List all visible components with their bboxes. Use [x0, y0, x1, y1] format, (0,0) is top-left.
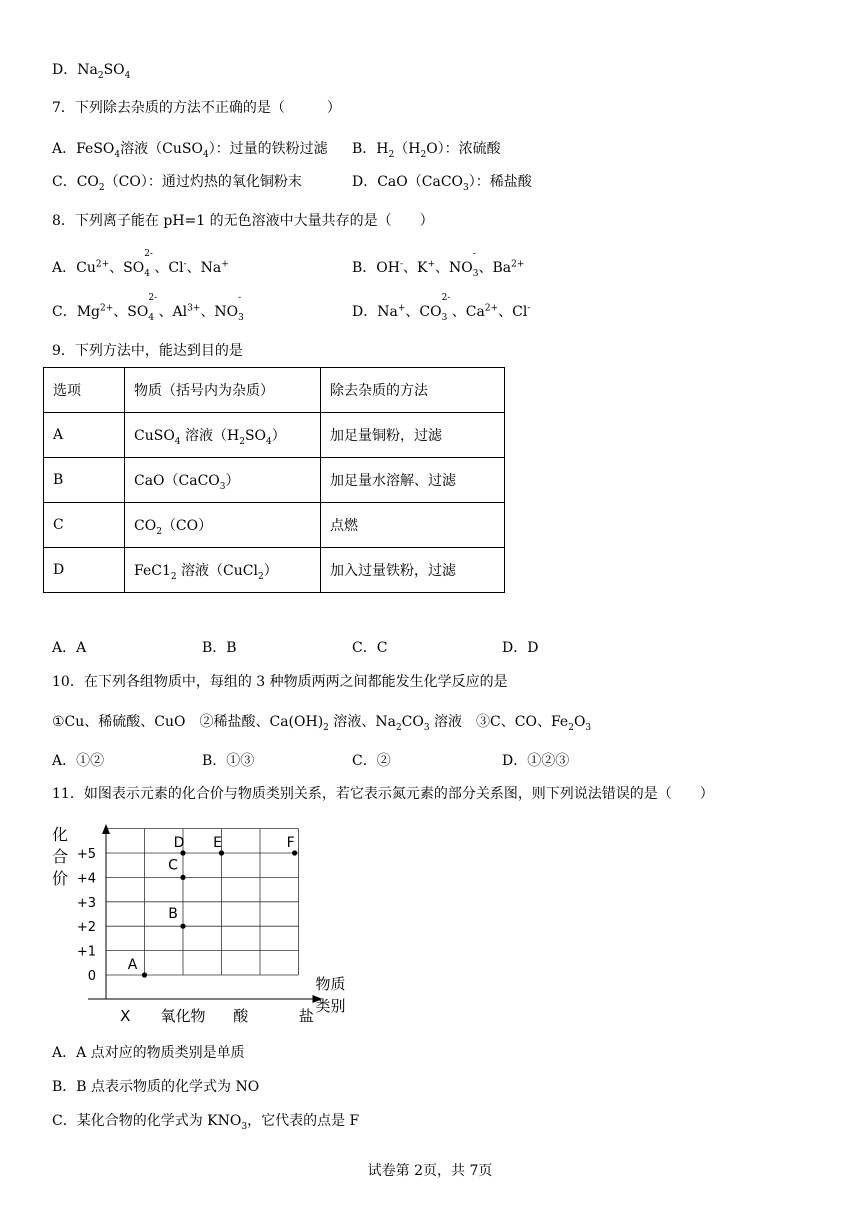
y-axis-label-char: 合: [51, 847, 69, 866]
point-d: [180, 850, 185, 855]
point-a: [142, 972, 147, 977]
y-tick-label: +1: [76, 944, 96, 960]
y-tick-label: +2: [76, 920, 96, 936]
y-tick-labels: [77, 847, 96, 984]
q10-option-a: A．①②: [52, 753, 105, 769]
point-label: F: [286, 835, 295, 851]
q9-stem: 9．下列方法中，能达到目的是: [52, 343, 243, 359]
point-label: D: [173, 835, 185, 851]
point-b: [180, 924, 185, 929]
y-tick-label: +4: [76, 871, 96, 887]
table-cell: $FeC1_2$ 溶液（CuCl$_2$）: [125, 548, 321, 593]
q7-option-c: C．$CO_2(CO)$：通过灼热的氧化铜粉末: [52, 174, 302, 193]
chart-grid: [106, 829, 299, 975]
q10-groups: ①Cu、稀硫酸、CuO ②稀盐酸、$Ca(OH)_2$ 溶液、$Na_2CO_3$ 溶液 ③C、CO、$Fe_2O_3$: [52, 714, 592, 733]
q7-stem: 7．下列除去杂质的方法不正确的是（ ）: [52, 100, 341, 116]
table-row: [44, 503, 505, 548]
x-axis-label-line: 物质: [315, 975, 346, 993]
q7-option-b: B．$H_2(H_2O)$：浓硫酸: [352, 141, 501, 160]
table-cell: 加入过量铁粉，过滤: [321, 548, 505, 593]
table-cell: D: [44, 548, 125, 593]
x-tick-labels: [120, 1007, 314, 1025]
q10-option-c: C．②: [352, 753, 391, 769]
q10-option-b: B．①③: [202, 753, 255, 769]
q11-option-a: A．A 点对应的物质类别是单质: [52, 1045, 245, 1061]
point-c: [180, 875, 185, 880]
q8-stem: 8．下列离子能在 pH=1 的无色溶液中大量共存的是（ ）: [52, 213, 434, 229]
q9-option-a: A．A: [52, 640, 87, 656]
q8-option-b: B．OH-、K+、$NO_3$ - 、$Ba^{2+}$: [352, 249, 525, 279]
y-axis-label: [52, 825, 68, 888]
q9-table: [43, 367, 505, 593]
x-axis-label: [315, 975, 345, 1015]
valence-chart: [44, 822, 346, 1032]
table-cell: CuSO$_4$ 溶液$(H_2SO_4)$: [125, 413, 321, 458]
point-label: A: [127, 957, 138, 973]
point-e: [219, 850, 224, 855]
table-header-cell: 选项: [44, 368, 125, 413]
q9-option-d: D．D: [502, 640, 539, 656]
q11-option-b: B．B 点表示物质的化学式为 NO: [52, 1079, 260, 1095]
q8-option-d: D．Na+、$CO_3$ 2- 、$Ca^{2+}$、Cl-: [352, 293, 531, 323]
q8-option-a: A．$Cu^{2+}$、$SO_4$ 2- 、Cl-、Na+: [52, 249, 229, 279]
table-cell: 点燃: [321, 503, 505, 548]
y-tick-label: 0: [87, 969, 96, 984]
table-cell: A: [44, 413, 125, 458]
table-row: [44, 368, 505, 413]
point-label: E: [213, 835, 222, 851]
q10-option-d: D．①②③: [502, 753, 570, 769]
table-cell: C: [44, 503, 125, 548]
table-cell: CaO（CaCO$_3$）: [125, 458, 321, 503]
x-axis-label-line: 类别: [315, 997, 346, 1015]
data-points: [128, 835, 298, 978]
x-tick-label: 氧化物: [160, 1007, 206, 1025]
q10-stem: 10．在下列各组物质中，每组的 3 种物质两两之间都能发生化学反应的是: [52, 674, 508, 690]
point-label: C: [168, 857, 178, 874]
page-footer: 试卷第 2页，共 7页: [367, 1163, 493, 1179]
table-header-cell: 除去杂质的方法: [321, 368, 505, 413]
q9-option-c: C．C: [352, 640, 388, 656]
table-cell: $CO_2(CO)$: [125, 503, 321, 548]
point-label: B: [168, 906, 178, 923]
y-tick-label: +5: [76, 847, 96, 862]
y-axis-label-char: 价: [51, 869, 69, 888]
q8-option-c: C．$Mg^{2+}$、$SO_4$ 2- 、$Al^{3+}$、$NO_3$ -: [52, 293, 244, 323]
table-cell: B: [44, 458, 125, 503]
q11-stem: 11．如图表示元素的化合价与物质类别关系，若它表示氮元素的部分关系图，则下列说法错误的是（ ）: [52, 786, 714, 802]
x-tick-label: 酸: [233, 1007, 249, 1025]
y-axis-label-char: 化: [51, 825, 69, 844]
table-row: [44, 413, 505, 458]
x-tick-label: 盐: [298, 1007, 314, 1025]
table-cell: 加足量铜粉，过滤: [321, 413, 505, 458]
table-header-cell: 物质（括号内为杂质）: [125, 368, 321, 413]
q9-option-b: B．B: [202, 640, 237, 656]
point-f: [292, 850, 297, 855]
q11-option-c: C．某化合物的化学式为 $KNO_3$，它代表的点是 F: [52, 1113, 360, 1132]
table-cell: 加足量水溶解、过滤: [321, 458, 505, 503]
table-row: [44, 548, 505, 593]
y-tick-label: +3: [76, 895, 96, 911]
q7-option-a: A．FeSO$_4$溶液（CuSO$_4$）：过量的铁粉过滤: [52, 141, 328, 160]
table-row: [44, 458, 505, 503]
q7-option-d: D．CaO（CaCO$_3$）：稀盐酸: [352, 174, 532, 193]
x-tick-label: X: [120, 1007, 131, 1025]
q6-option-d: D．$Na_2SO_4$: [52, 62, 131, 81]
